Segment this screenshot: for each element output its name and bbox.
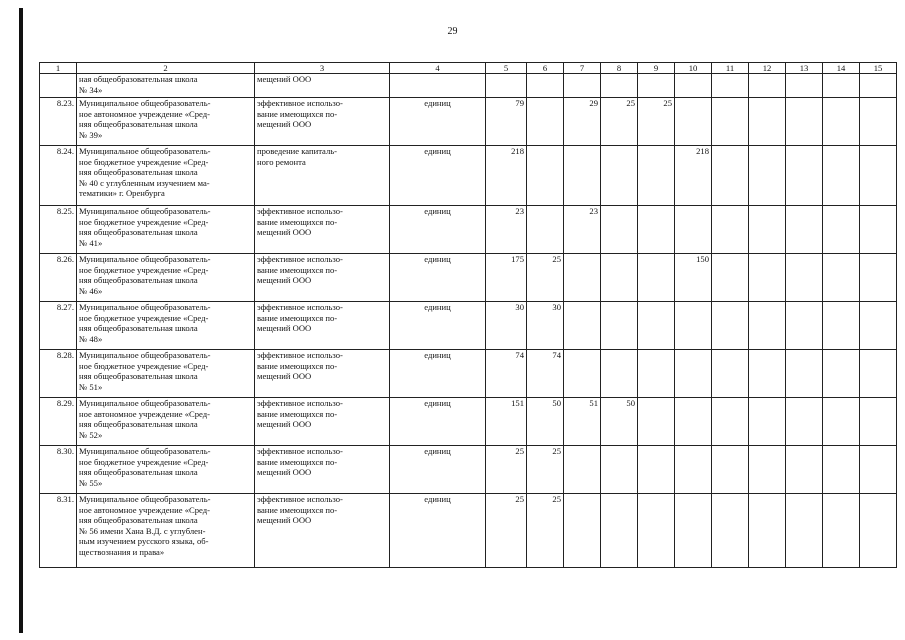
value-cell: [786, 98, 823, 146]
value-cell: [601, 206, 638, 254]
value-cell: [786, 494, 823, 568]
activity: [255, 494, 390, 568]
value-cell: [786, 350, 823, 398]
value-cell: [786, 446, 823, 494]
activity: [255, 398, 390, 446]
table-row: [40, 146, 897, 206]
value-cell: [675, 74, 712, 98]
row-number: 8.29.: [40, 398, 77, 446]
value-cell: [638, 254, 675, 302]
activity-line: вание имеющихся по-: [257, 504, 338, 515]
value-cell: [786, 254, 823, 302]
institution-name-line: № 46»: [79, 285, 103, 296]
table-row: [40, 446, 897, 494]
value-cell: 79: [486, 98, 527, 146]
institution-name-line: № 51»: [79, 381, 103, 392]
institution-name-line: няя общеобразовательная школа: [79, 119, 198, 130]
activity-line: эффективное использо-: [257, 98, 343, 108]
value-cell: 25: [638, 98, 675, 146]
activity-line: эффективное использо-: [257, 206, 343, 216]
table-row: [40, 206, 897, 254]
table-row: [40, 350, 897, 398]
activity-line: мещений ООО: [257, 227, 312, 238]
value-cell: 23: [486, 206, 527, 254]
value-cell: 175: [486, 254, 527, 302]
unit: [390, 74, 486, 98]
page-number: 29: [447, 26, 458, 37]
institution-name-line: няя общеобразовательная школа: [79, 167, 198, 178]
value-cell: 151: [486, 398, 527, 446]
value-cell: [860, 146, 897, 206]
column-header: 4: [390, 63, 486, 74]
value-cell: [749, 350, 786, 398]
activity-line: вание имеющихся по-: [257, 408, 338, 419]
activity: [255, 254, 390, 302]
institution-name-line: ное бюджетное учреждение «Сред-: [79, 360, 209, 371]
institution-name-line: № 52»: [79, 429, 103, 440]
value-cell: [823, 302, 860, 350]
value-cell: [860, 254, 897, 302]
activity-line: мещений ООО: [257, 323, 312, 334]
institution-name-line: ное бюджетное учреждение «Сред-: [79, 264, 209, 275]
activity-line: эффективное использо-: [257, 494, 343, 504]
value-cell: [749, 398, 786, 446]
value-cell: [823, 350, 860, 398]
value-cell: [564, 302, 601, 350]
institution-name-line: Муниципальное общеобразователь-: [79, 254, 211, 264]
unit: единиц: [390, 254, 486, 302]
institution-name-line: № 56 имени Хана В.Д. с углублен-: [79, 525, 206, 536]
activity-line: вание имеющихся по-: [257, 360, 338, 371]
value-cell: [712, 494, 749, 568]
value-cell: [749, 146, 786, 206]
activity-line: ного ремонта: [257, 156, 306, 167]
activity: [255, 446, 390, 494]
value-cell: [786, 74, 823, 98]
value-cell: 25: [527, 494, 564, 568]
value-cell: [564, 146, 601, 206]
column-header: 8: [601, 63, 638, 74]
institution-name: [77, 206, 255, 254]
row-number: 8.27.: [40, 302, 77, 350]
institution-name-line: Муниципальное общеобразователь-: [79, 350, 211, 360]
value-cell: 50: [527, 398, 564, 446]
institution-name-line: ществознания и права»: [79, 546, 165, 557]
unit: единиц: [390, 302, 486, 350]
value-cell: [527, 206, 564, 254]
institution-name-line: няя общеобразовательная школа: [79, 371, 198, 382]
value-cell: [564, 74, 601, 98]
activity-line: мещений ООО: [257, 74, 312, 84]
value-cell: [564, 350, 601, 398]
institution-name-line: № 55»: [79, 477, 103, 488]
column-header: 6: [527, 63, 564, 74]
table-row: [40, 398, 897, 446]
value-cell: [601, 254, 638, 302]
institution-name-line: № 41»: [79, 237, 103, 248]
institution-name-line: ным изучением русского языка, об-: [79, 536, 209, 547]
value-cell: [638, 446, 675, 494]
activity: [255, 206, 390, 254]
institution-name: [77, 98, 255, 146]
value-cell: [564, 254, 601, 302]
institution-name-line: няя общеобразовательная школа: [79, 323, 198, 334]
activity-line: проведение капиталь-: [257, 146, 338, 156]
unit: единиц: [390, 446, 486, 494]
institution-name-line: ное автономное учреждение «Сред-: [79, 504, 210, 515]
unit: единиц: [390, 98, 486, 146]
activity: [255, 74, 390, 98]
institution-name-line: ное автономное учреждение «Сред-: [79, 408, 210, 419]
activity-line: вание имеющихся по-: [257, 312, 338, 323]
value-cell: [860, 206, 897, 254]
institution-name-line: няя общеобразовательная школа: [79, 227, 198, 238]
unit: единиц: [390, 350, 486, 398]
value-cell: [675, 302, 712, 350]
value-cell: [638, 302, 675, 350]
value-cell: 25: [486, 494, 527, 568]
institution-name-line: няя общеобразовательная школа: [79, 515, 198, 526]
column-header: 1: [40, 63, 77, 74]
activity-line: вание имеющихся по-: [257, 456, 338, 467]
value-cell: [675, 206, 712, 254]
activity: [255, 350, 390, 398]
column-header: 11: [712, 63, 749, 74]
value-cell: [638, 398, 675, 446]
value-cell: [712, 254, 749, 302]
unit: единиц: [390, 398, 486, 446]
activity-line: вание имеющихся по-: [257, 108, 338, 119]
value-cell: 50: [601, 398, 638, 446]
header-row: [40, 63, 897, 74]
institution-name-line: Муниципальное общеобразователь-: [79, 494, 211, 504]
institution-name: [77, 350, 255, 398]
table-row: [40, 494, 897, 568]
value-cell: [786, 302, 823, 350]
value-cell: 30: [486, 302, 527, 350]
unit: единиц: [390, 494, 486, 568]
column-header: 10: [675, 63, 712, 74]
institution-name: [77, 446, 255, 494]
value-cell: [601, 494, 638, 568]
table-row: [40, 74, 897, 98]
institution-name-line: ное бюджетное учреждение «Сред-: [79, 456, 209, 467]
value-cell: [638, 206, 675, 254]
value-cell: 25: [486, 446, 527, 494]
institution-name-line: тематики» г. Оренбурга: [79, 188, 165, 199]
table-row: [40, 254, 897, 302]
institution-name: [77, 254, 255, 302]
value-cell: [527, 74, 564, 98]
row-number: 8.30.: [40, 446, 77, 494]
value-cell: [860, 74, 897, 98]
value-cell: [823, 254, 860, 302]
institution-name-line: няя общеобразовательная школа: [79, 275, 198, 286]
value-cell: [601, 146, 638, 206]
value-cell: [749, 302, 786, 350]
value-cell: [749, 206, 786, 254]
row-number: 8.23.: [40, 98, 77, 146]
institution-name-line: Муниципальное общеобразователь-: [79, 206, 211, 216]
value-cell: [601, 74, 638, 98]
institution-name-line: Муниципальное общеобразователь-: [79, 98, 211, 108]
value-cell: [823, 206, 860, 254]
value-cell: [749, 494, 786, 568]
value-cell: [527, 146, 564, 206]
value-cell: [823, 446, 860, 494]
value-cell: [786, 398, 823, 446]
value-cell: 23: [564, 206, 601, 254]
activity-line: эффективное использо-: [257, 254, 343, 264]
value-cell: 74: [486, 350, 527, 398]
value-cell: [564, 494, 601, 568]
activity-line: эффективное использо-: [257, 350, 343, 360]
institution-name-line: няя общеобразовательная школа: [79, 419, 198, 430]
column-header: 13: [786, 63, 823, 74]
institution-name-line: № 40 с углубленным изучением ма-: [79, 177, 210, 188]
value-cell: 51: [564, 398, 601, 446]
value-cell: [564, 446, 601, 494]
value-cell: [638, 494, 675, 568]
column-header: 9: [638, 63, 675, 74]
institution-name-line: няя общеобразовательная школа: [79, 467, 198, 478]
activity: [255, 302, 390, 350]
value-cell: [786, 146, 823, 206]
value-cell: [712, 446, 749, 494]
institution-name-line: ная общеобразовательная школа: [79, 74, 198, 84]
value-cell: [823, 494, 860, 568]
activity-line: мещений ООО: [257, 515, 312, 526]
activity-line: эффективное использо-: [257, 446, 343, 456]
value-cell: [675, 494, 712, 568]
column-header: 15: [860, 63, 897, 74]
value-cell: [823, 74, 860, 98]
value-cell: [712, 398, 749, 446]
activity-line: мещений ООО: [257, 119, 312, 130]
value-cell: 25: [527, 446, 564, 494]
column-header: 5: [486, 63, 527, 74]
institution-name: [77, 74, 255, 98]
column-header: 3: [255, 63, 390, 74]
unit: единиц: [390, 206, 486, 254]
row-number: 8.28.: [40, 350, 77, 398]
institution-name-line: ное бюджетное учреждение «Сред-: [79, 156, 209, 167]
value-cell: [786, 206, 823, 254]
value-cell: [860, 398, 897, 446]
value-cell: [601, 302, 638, 350]
value-cell: 218: [675, 146, 712, 206]
value-cell: [527, 98, 564, 146]
value-cell: [638, 146, 675, 206]
activity-line: вание имеющихся по-: [257, 216, 338, 227]
value-cell: [712, 146, 749, 206]
value-cell: [860, 350, 897, 398]
value-cell: [823, 146, 860, 206]
institution-name: [77, 398, 255, 446]
column-header: 12: [749, 63, 786, 74]
value-cell: 29: [564, 98, 601, 146]
activity: [255, 146, 390, 206]
left-margin-rule: [19, 8, 23, 633]
institution-name-line: Муниципальное общеобразователь-: [79, 446, 211, 456]
institution-name: [77, 302, 255, 350]
value-cell: [675, 98, 712, 146]
value-cell: [486, 74, 527, 98]
column-header: 14: [823, 63, 860, 74]
unit: единиц: [390, 146, 486, 206]
activity: [255, 98, 390, 146]
institution-name-line: ное бюджетное учреждение «Сред-: [79, 216, 209, 227]
institution-name: [77, 146, 255, 206]
value-cell: [749, 74, 786, 98]
institution-name-line: Муниципальное общеобразователь-: [79, 398, 211, 408]
institution-name-line: Муниципальное общеобразователь-: [79, 302, 211, 312]
institution-name-line: № 48»: [79, 333, 103, 344]
value-cell: [712, 302, 749, 350]
value-cell: [712, 98, 749, 146]
institution-name-line: ное бюджетное учреждение «Сред-: [79, 312, 209, 323]
value-cell: [860, 302, 897, 350]
activity-line: вание имеющихся по-: [257, 264, 338, 275]
institution-name-line: № 34»: [79, 84, 103, 95]
value-cell: 30: [527, 302, 564, 350]
value-cell: 25: [601, 98, 638, 146]
table-row: [40, 98, 897, 146]
row-number: 8.24.: [40, 146, 77, 206]
value-cell: [749, 446, 786, 494]
value-cell: [601, 446, 638, 494]
value-cell: [823, 398, 860, 446]
value-cell: [712, 206, 749, 254]
activity-line: мещений ООО: [257, 275, 312, 286]
value-cell: [601, 350, 638, 398]
value-cell: [675, 446, 712, 494]
activity-line: мещений ООО: [257, 371, 312, 382]
row-number: 8.25.: [40, 206, 77, 254]
activity-line: мещений ООО: [257, 419, 312, 430]
row-number: 8.31.: [40, 494, 77, 568]
value-cell: [860, 446, 897, 494]
institution-name-line: № 39»: [79, 129, 103, 140]
institution-name-line: Муниципальное общеобразователь-: [79, 146, 211, 156]
value-cell: 25: [527, 254, 564, 302]
data-table: [39, 62, 897, 568]
value-cell: 218: [486, 146, 527, 206]
institution-name-line: ное автономное учреждение «Сред-: [79, 108, 210, 119]
value-cell: [823, 98, 860, 146]
value-cell: [860, 98, 897, 146]
activity-line: мещений ООО: [257, 467, 312, 478]
activity-line: эффективное использо-: [257, 302, 343, 312]
institution-name: [77, 494, 255, 568]
value-cell: [675, 350, 712, 398]
value-cell: [860, 494, 897, 568]
column-header: 7: [564, 63, 601, 74]
value-cell: 150: [675, 254, 712, 302]
column-header: 2: [77, 63, 255, 74]
value-cell: [638, 350, 675, 398]
value-cell: [712, 350, 749, 398]
value-cell: [749, 98, 786, 146]
value-cell: [712, 74, 749, 98]
value-cell: [749, 254, 786, 302]
value-cell: [675, 398, 712, 446]
value-cell: 74: [527, 350, 564, 398]
value-cell: [638, 74, 675, 98]
row-number: [40, 74, 77, 98]
activity-line: эффективное использо-: [257, 398, 343, 408]
table-row: [40, 302, 897, 350]
row-number: 8.26.: [40, 254, 77, 302]
